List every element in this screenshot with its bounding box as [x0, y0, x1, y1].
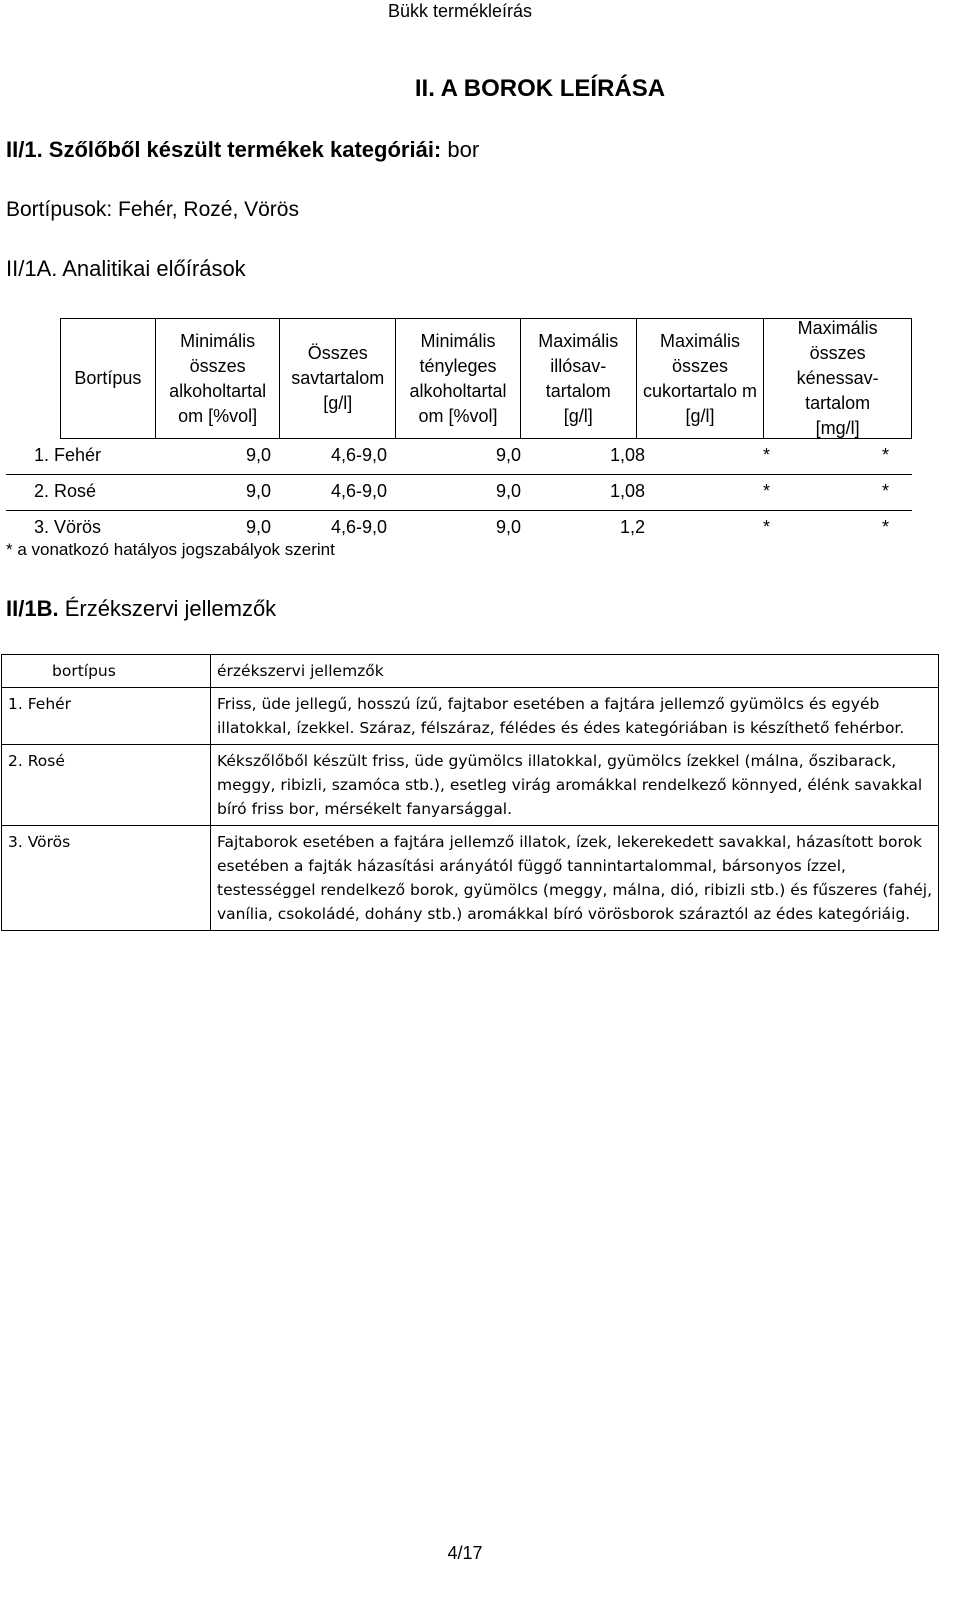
- cell-sugar: *: [763, 517, 771, 537]
- analytic-table-header: [60, 318, 912, 439]
- header-cell: Minimális tényleges alkoholtartal om [%vol]: [395, 319, 520, 438]
- cell-sugar: *: [763, 445, 771, 465]
- header-cell: Bortípus: [74, 368, 142, 388]
- cell-min-alcohol: 9,0: [246, 445, 272, 465]
- header-cell: érzékszervi jellemzők: [211, 655, 939, 688]
- section-heading-1b-value: Érzékszervi jellemzők: [58, 596, 277, 621]
- cell-volatile-acid: 1,08: [610, 481, 646, 501]
- analytic-table-body: [6, 439, 912, 547]
- section-heading-1-label: II/1. Szőlőből készült termékek kategóriái:: [6, 137, 442, 162]
- section-heading-1b-label: II/1B.: [6, 596, 59, 621]
- cell-actual-alcohol: 9,0: [496, 445, 522, 465]
- cell-description: Kékszőlőből készült friss, üde gyümölcs illatokkal, gyümölcs ízekkel (málna, őszibarack, meggy, ribizli, szamóca stb.), esetleg virág aromákkal rendelkező könnyed, élénk savakkal bíró friss bor, mérsékelt fanyarsággal.: [211, 745, 939, 826]
- cell-type: 3. Vörös: [34, 517, 102, 537]
- section-heading-1: [6, 137, 479, 163]
- section-heading-1a: II/1A. Analitikai előírások: [6, 256, 246, 281]
- cell-min-alcohol: 9,0: [246, 481, 272, 501]
- cell-sugar: *: [763, 481, 771, 501]
- page-number: 4/17: [447, 1543, 483, 1563]
- table-row: [2, 688, 939, 745]
- cell-type: 3. Vörös: [2, 826, 211, 931]
- cell-actual-alcohol: 9,0: [496, 481, 522, 501]
- cell-sulphur: *: [882, 481, 890, 501]
- cell-volatile-acid: 1,2: [620, 517, 646, 537]
- header-cell: Maximális összes cukortartalo m [g/l]: [636, 319, 764, 438]
- header-cell: Összes savtartalom [g/l]: [279, 319, 395, 438]
- cell-type: 1. Fehér: [34, 445, 102, 465]
- cell-min-alcohol: 9,0: [246, 517, 272, 537]
- table-row: [6, 475, 912, 511]
- cell-description: Friss, üde jellegű, hosszú ízű, fajtabor esetében a fajtára jellemző gyümölcs és egyéb illatokkal, ízekkel. Száraz, félszáraz, félédes és édes kategóriában is készíthető fehérbor.: [211, 688, 939, 745]
- header-cell: bortípus: [2, 655, 211, 688]
- cell-type: 1. Fehér: [2, 688, 211, 745]
- cell-acid: 4,6-9,0: [331, 517, 388, 537]
- header-cell: Maximális összes kénessav-tartalom [mg/l]: [763, 319, 911, 438]
- table-footnote: * a vonatkozó hatályos jogszabályok szerint: [6, 540, 335, 559]
- header-cell: Minimális összes alkoholtartal om [%vol]: [155, 319, 280, 438]
- cell-description: Fajtaborok esetében a fajtára jellemző illatok, ízek, lekerekedett savakkal, házasított borok esetében a fajták házasítási arányától függő tannintartalommal, bársonyos ízzel, testességgel rendelkező borok, gyümölcs (meggy, málna, dió, ribizli stb.) és fűszeres (fahéj, vanília, csokoládé, dohány stb.) aromákkal bíró vörösborok száraztól az édes kategóriáig.: [211, 826, 939, 931]
- section-heading-1-value: bor: [441, 137, 480, 162]
- cell-type: 2. Rosé: [2, 745, 211, 826]
- cell-sulphur: *: [882, 517, 890, 537]
- cell-actual-alcohol: 9,0: [496, 517, 522, 537]
- cell-acid: 4,6-9,0: [331, 445, 388, 465]
- table-row: [2, 745, 939, 826]
- chapter-title: II. A BOROK LEÍRÁSA: [414, 75, 666, 102]
- cell-type: 2. Rosé: [34, 481, 97, 501]
- document-header: Bükk termékleírás: [387, 1, 533, 21]
- table-header-row: [2, 655, 939, 688]
- cell-volatile-acid: 1,08: [610, 445, 646, 465]
- table-row: [2, 826, 939, 931]
- header-cell: Maximális illósav-tartalom [g/l]: [520, 319, 636, 438]
- section-heading-1b: [6, 596, 276, 622]
- sensory-table: [1, 654, 939, 931]
- table-row: [6, 439, 912, 475]
- cell-sulphur: *: [882, 445, 890, 465]
- cell-acid: 4,6-9,0: [331, 481, 388, 501]
- wine-types-line: Bortípusok: Fehér, Rozé, Vörös: [6, 198, 299, 221]
